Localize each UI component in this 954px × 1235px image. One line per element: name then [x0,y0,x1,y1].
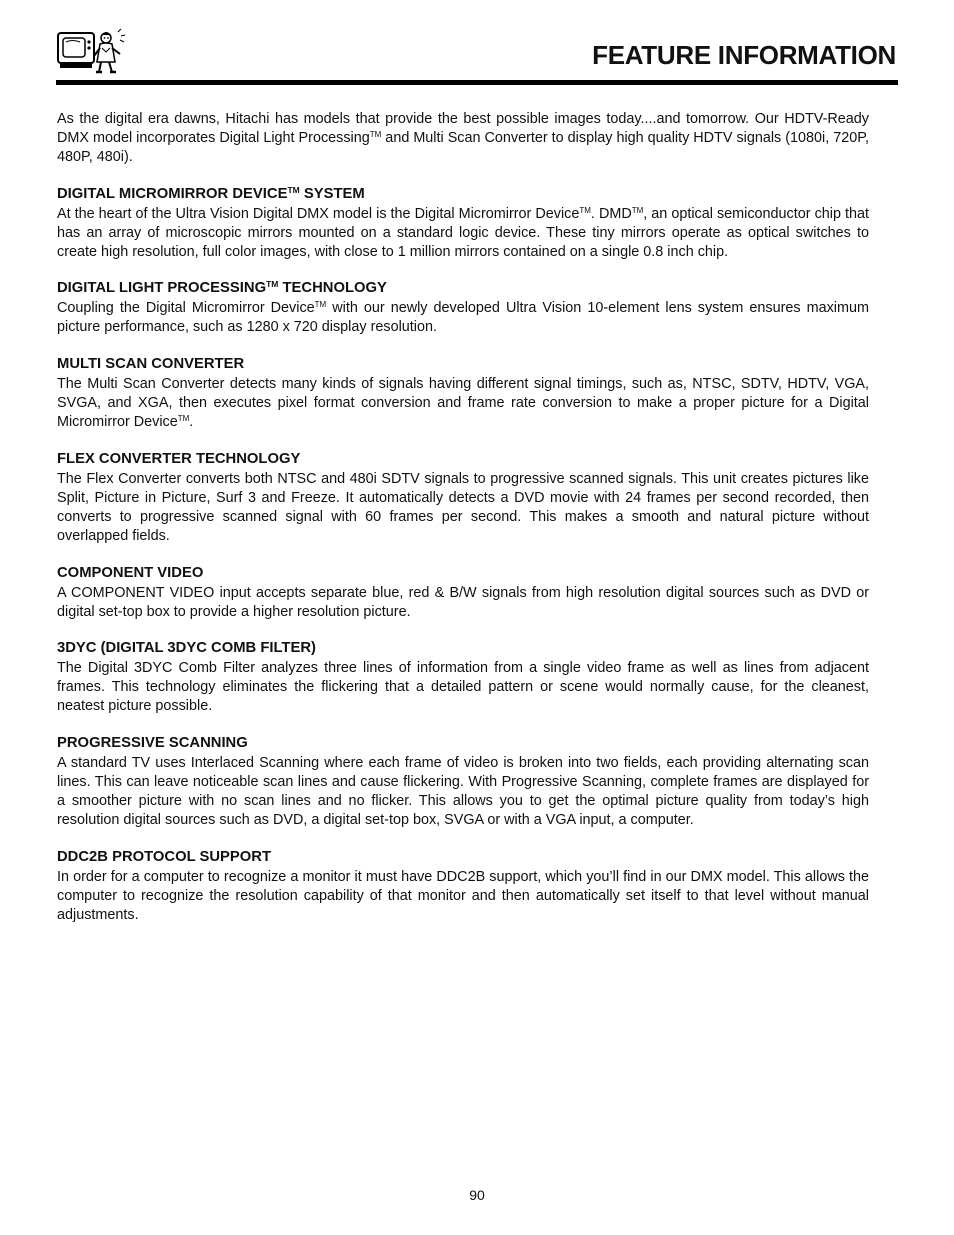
intro-text: As the digital era dawns, Hitachi has models that provide the best possible images today....and tomorrow. Our HDTV-Ready DMX model incorporates Digital Light Processing [57,111,869,146]
section-body: Coupling the Digital Micromirror Device™ with our newly developed Ultra Vision 10-element lens system ensures maximum picture performance, such as 1280 x 720 display resolution. [57,300,869,336]
section-heading: 3DYC (DIGITAL 3DYC COMB FILTER) [57,640,316,657]
trademark-mark: TM [579,205,591,215]
section-body: The Flex Converter converts both NTSC and 480i SDTV signals to progressive scanned signals. This unit creates pictures like Split, Picture in Picture, Surf 3 and Freeze. It automatically detects a DVD movie with 24 frames per second recorded, then converts to progressive scanned signal with 60 frames per second. This makes a smooth and natural picture without overlapped fields. [57,470,869,544]
section-heading: PROGRESSIVE SCANNING [57,735,248,752]
section-body: The Multi Scan Converter detects many kinds of signals having different signal timings, such as, NTSC, SDTV, HDTV, VGA, SVGA, and XGA, then executes pixel format conversion and frame rate conversion to make a proper picture for a Digital Micromirror Device™. [57,376,869,431]
trademark-mark: TM [266,279,279,290]
trademark-mark: TM [369,129,382,139]
section-body: A COMPONENT VIDEO input accepts separate blue, red & B/W signals from high resolution digital sources such as DVD or digital set-top box to provide a higher resolution picture. [57,584,869,620]
section-body: In order for a computer to recognize a monitor it must have DDC2B support, which you’ll find in our DMX model. This allows the computer to recognize the resolution capability of that monitor and then automatically set itself to that level without manual adjustments. [57,868,869,923]
page-title: FEATURE INFORMATION [592,40,896,70]
section-body: The Digital 3DYC Comb Filter analyzes three lines of information from a single video frame as well as lines from adjacent frames. This technology eliminates the flickering that a detailed pattern or scene would normally cause, for the cleanest, neatest picture possible. [57,660,869,715]
section-heading: DDC2B PROTOCOL SUPPORT [57,848,272,865]
section-ddc2b-protocol [57,848,869,925]
page-content [57,110,869,924]
section-heading: FLEX CONVERTER TECHNOLOGY [57,450,301,467]
section-component-video [57,564,869,622]
section-heading: DIGITAL LIGHT PROCESSING™ TECHNOLOGY [57,279,387,297]
section-body: A standard TV uses Interlaced Scanning where each frame of video is broken into two fields, each providing alternating scan lines. This can leave noticeable scan lines and cause flickering. With Progressive Scanning, complete frames are displayed for a smoother picture with no scan lines and no flicker. This allows you to get the optimal picture quality from today’s high resolution digital sources such as DVD, a digital set-top box, SVGA or with a VGA input, a computer. [57,755,869,828]
section-body: At the heart of the Ultra Vision Digital DMX model is the Digital Micromirror Device™. DMD™, an optical semiconductor chip that has an array of microscopic mirrors mounted on a standard logic device. These tiny mirrors operate as optical switches to create high resolution, full color images, with close to 1 million mirrors contained on a single 0.8 inch chip. [57,205,869,260]
header-rule [56,80,898,85]
page-number: 90 [469,1187,485,1203]
page-header [56,28,898,88]
section-heading: MULTI SCAN CONVERTER [57,356,245,373]
section-digital-light-processing [57,279,869,337]
intro-text: and Multi Scan Converter to display high quality HDTV signals (1080i, 720P, 480P, 480i). [57,129,869,165]
trademark-mark: TM [287,184,300,195]
trademark-mark: TM [631,205,644,215]
section-heading: COMPONENT VIDEO [57,564,204,581]
section-progressive-scanning [57,734,869,830]
trademark-mark: TM [314,300,327,310]
section-multi-scan-converter [57,355,869,432]
section-heading: DIGITAL MICROMIRROR DEVICE™ SYSTEM [57,184,365,202]
section-digital-micromirror-device [57,185,869,262]
section-3dyc [57,639,869,716]
trademark-mark: TM [177,414,190,424]
tv-and-technician-icon [56,28,128,76]
section-flex-converter [57,450,869,546]
intro-paragraph [57,110,869,167]
